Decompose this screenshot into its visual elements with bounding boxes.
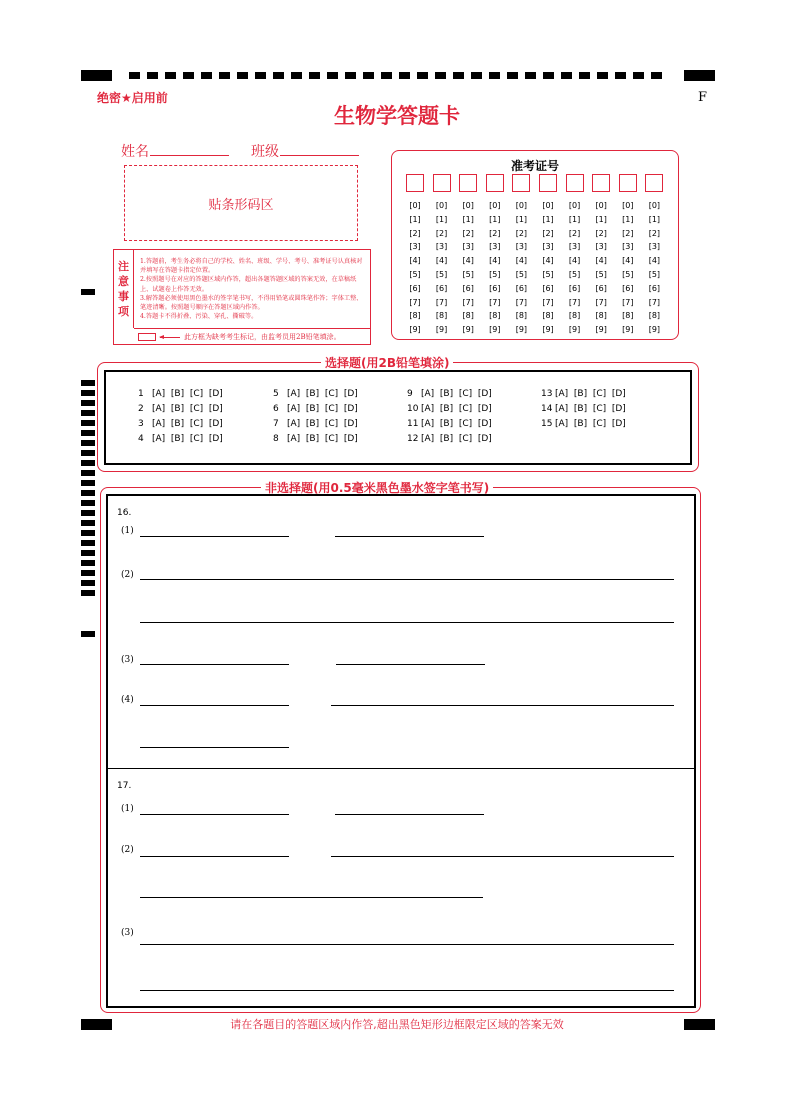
exam-digit-bubble[interactable]: [5] [622,269,634,279]
exam-digit-bubble[interactable]: [8] [622,311,634,321]
choice-options[interactable]: [A] [B] [C] [D] [421,389,492,399]
choice-question-number: 9 [407,389,413,399]
choice-section-title: 选择题(用2B铅笔填涂) [321,354,453,371]
exam-digit-bubble[interactable]: [1] [435,214,448,224]
exam-digit-bubble[interactable]: [3] [622,242,634,252]
exam-digit-bubble[interactable]: [2] [435,228,448,238]
q16-part-3-answer-line[interactable] [140,664,289,665]
q17-part-2-answer-line[interactable] [140,897,483,898]
choice-question [273,389,358,399]
timing-mark [489,72,500,79]
exam-digit-column [591,199,611,337]
timing-mark [81,570,95,576]
question-17-number: 17. [117,781,132,791]
exam-digit-bubble[interactable]: [1] [515,214,528,224]
exam-digit-bubble[interactable]: [5] [542,269,554,279]
exam-digit-bubble[interactable]: [4] [542,256,554,266]
exam-digit-bubble[interactable]: [6] [542,283,554,293]
q16-part-4-answer-line[interactable] [331,705,674,706]
exam-digit-box[interactable] [486,174,504,192]
exam-digit-bubble[interactable]: [7] [542,297,554,307]
exam-digit-column [644,199,664,337]
exam-digit-bubble[interactable]: [2] [462,228,474,238]
exam-digit-column [538,199,558,337]
class-field[interactable] [280,155,359,156]
exam-digit-box[interactable] [566,174,584,192]
choice-question-number: 6 [273,404,279,414]
exam-digit-box[interactable] [406,174,424,192]
timing-mark [363,72,374,79]
timing-mark [327,72,338,79]
timing-mark [81,550,95,556]
class-label: 班级 [251,144,279,160]
choice-options[interactable]: [A] [B] [C] [D] [287,389,358,399]
q17-part-3-answer-line[interactable] [140,944,674,945]
exam-digit-bubble[interactable]: [2] [568,228,581,238]
exam-digit-bubble[interactable]: [9] [542,325,554,335]
exam-digit-bubble[interactable]: [1] [489,214,501,224]
q16-part-1-label: (1) [121,526,134,536]
timing-mark [345,72,356,79]
notes-title [114,250,134,328]
exam-digit-bubble[interactable]: [4] [595,256,607,266]
exam-digit-bubble[interactable]: [0] [462,201,474,210]
timing-mark [633,72,644,79]
exam-digit-bubble[interactable]: [8] [489,311,501,321]
choice-options[interactable]: [A] [B] [C] [D] [287,434,358,444]
exam-digit-bubble[interactable]: [8] [435,311,448,321]
exam-digit-bubble[interactable]: [5] [435,269,448,279]
exam-digit-bubble[interactable]: [5] [409,269,421,279]
exam-digit-box[interactable] [619,174,637,192]
choice-question-number: 8 [273,434,279,444]
choice-question-number: 2 [138,404,144,414]
exam-digit-bubble[interactable]: [7] [515,297,528,307]
note-line: 2.按照题号在对应的答题区域内作答，超出各题答题区域的答案无效，在草稿纸上、试题卷上作答无效。 [140,276,357,293]
q16-part-2-label: (2) [121,570,134,580]
choice-options[interactable]: [A] [B] [C] [D] [152,404,223,414]
page-title: 生物学答题卡 [334,104,460,128]
exam-digit-bubble[interactable]: [0] [515,201,528,210]
choice-question [407,389,492,399]
question-divider [107,768,695,769]
choice-question-number: 1 [138,389,144,399]
q16-part-3-answer-line[interactable] [336,664,485,665]
exam-digit-bubble[interactable]: [0] [435,201,448,210]
choice-question-number: 4 [138,434,144,444]
timing-mark [255,72,266,79]
note-line: 4.答题卡不得折叠、污染、穿孔、撕破等。 [140,313,258,321]
exam-digit-box[interactable] [645,174,663,192]
timing-mark [81,450,95,456]
exam-digit-bubble[interactable]: [3] [489,242,501,252]
exam-digit-bubble[interactable]: [6] [462,283,474,293]
q17-part-1-answer-line[interactable] [140,814,289,815]
choice-question [138,404,223,414]
choice-question [541,389,626,399]
timing-mark [273,72,284,79]
q16-part-2-answer-line[interactable] [140,622,674,623]
timing-mark [81,470,95,476]
timing-mark [543,72,554,79]
side-mark-lower [81,631,95,637]
exam-digit-bubble[interactable]: [0] [542,201,554,210]
q16-part-4-answer-line[interactable] [140,747,289,748]
name-label: 姓名 [121,144,149,160]
exam-digit-bubble[interactable]: [7] [568,297,581,307]
exam-digit-bubble[interactable]: [9] [462,325,474,335]
choice-question [407,419,492,429]
exam-digit-bubble[interactable]: [4] [648,256,661,266]
exam-digit-box[interactable] [459,174,477,192]
barcode-zone [124,165,358,241]
timing-mark [81,520,95,526]
exam-digit-bubble[interactable]: [4] [568,256,581,266]
exam-digit-bubble[interactable]: [0] [568,201,581,210]
note-line: 3.解答题必须使用黑色墨水的签字笔书写，不得用铅笔或圆珠笔作答；字体工整、笔迹清晰。按照题号顺序在答题区域内作答。 [140,294,363,312]
exam-digit-bubble[interactable]: [7] [435,297,448,307]
exam-digit-bubble[interactable]: [9] [489,325,501,335]
exam-digit-bubble[interactable]: [2] [595,228,607,238]
choice-options[interactable]: [A] [B] [C] [D] [152,419,223,429]
timing-mark [237,72,248,79]
choice-question-number: 5 [273,389,279,399]
timing-mark [81,420,95,426]
exam-digit-bubble[interactable]: [8] [409,311,421,321]
exam-digit-bubble[interactable]: [8] [462,311,474,321]
exam-digit-bubble[interactable]: [7] [648,297,661,307]
exam-digit-bubble[interactable]: [3] [568,242,581,252]
exam-digit-bubble[interactable]: [8] [515,311,528,321]
choice-question [138,419,223,429]
exam-digit-bubble[interactable]: [5] [568,269,581,279]
timing-mark [81,510,95,516]
exam-digit-bubble[interactable]: [6] [648,283,661,293]
timing-mark [81,440,95,446]
exam-digit-bubble[interactable]: [0] [622,201,634,210]
exam-digit-column [485,199,505,337]
exam-digit-bubble[interactable]: [3] [648,242,661,252]
exam-digit-bubble[interactable]: [6] [622,283,634,293]
timing-mark [471,72,482,79]
exam-digit-bubble[interactable]: [2] [409,228,421,238]
choice-question-number: 12 [407,434,419,444]
timing-marks-left [81,380,95,596]
q16-part-4-answer-line[interactable] [140,705,289,706]
exam-digit-bubble[interactable]: [4] [462,256,474,266]
exam-digit-box[interactable] [539,174,557,192]
choice-options[interactable]: [A] [B] [C] [D] [152,389,223,399]
question-16-number: 16. [117,508,132,518]
timing-mark [219,72,230,79]
timing-mark [81,380,95,386]
exam-digit-bubble[interactable]: [9] [435,325,448,335]
timing-mark [147,72,158,79]
q16-part-3-label: (3) [121,655,134,665]
exam-digit-bubble[interactable]: [1] [462,214,474,224]
timing-mark [81,540,95,546]
exam-digit-bubble[interactable]: [8] [542,311,554,321]
exam-digit-bubble[interactable]: [1] [409,214,421,224]
choice-question [541,419,626,429]
exam-digit-bubble[interactable]: [4] [622,256,634,266]
choice-question [407,404,492,414]
exam-digit-bubble[interactable]: [9] [409,325,421,335]
timing-mark [81,500,95,506]
choice-question [273,419,358,429]
exam-digit-bubble[interactable]: [9] [515,325,528,335]
exam-digit-bubble[interactable]: [5] [648,269,661,279]
timing-mark [453,72,464,79]
choice-question-number: 3 [138,419,144,429]
exam-digit-bubble[interactable]: [0] [595,201,607,210]
timing-mark [81,480,95,486]
choice-options[interactable]: [A] [B] [C] [D] [421,419,492,429]
absent-note: 此方框为缺考考生标记，由监考员用2B铅笔填涂。 [184,333,341,341]
timing-mark [435,72,446,79]
exam-digit-column [511,199,531,337]
choice-options[interactable]: [A] [B] [C] [D] [555,389,626,399]
timing-mark [651,72,662,79]
q17-part-1-answer-line[interactable] [335,814,484,815]
exam-digit-bubble[interactable]: [3] [595,242,607,252]
arrow-left-icon [160,337,180,338]
exam-digit-bubble[interactable]: [5] [595,269,607,279]
timing-mark [381,72,392,79]
exam-digit-bubble[interactable]: [3] [542,242,554,252]
choice-question-number: 15 [541,419,553,429]
exam-digit-column [618,199,638,337]
non-choice-answer-box [106,494,696,1008]
timing-mark [417,72,428,79]
notes-title-char: 意 [118,275,129,288]
exam-digit-bubble[interactable]: [2] [515,228,528,238]
exam-digit-bubble[interactable]: [7] [462,297,474,307]
exam-digit-bubble[interactable]: [6] [489,283,501,293]
notes-title-char: 项 [118,305,129,318]
exam-digit-bubble[interactable]: [4] [409,256,421,266]
timing-mark [507,72,518,79]
exam-digit-bubble[interactable]: [7] [409,297,421,307]
name-field[interactable] [150,155,229,156]
choice-question-number: 11 [407,419,419,429]
q16-part-2-answer-line[interactable] [140,579,674,580]
exam-digit-bubble[interactable]: [8] [595,311,607,321]
choice-question-number: 7 [273,419,279,429]
exam-digit-bubble[interactable]: [0] [648,201,661,210]
timing-mark [201,72,212,79]
timing-mark [81,410,95,416]
q17-part-2-answer-line[interactable] [140,856,289,857]
timing-mark [81,460,95,466]
choice-options[interactable]: [A] [B] [C] [D] [287,404,358,414]
timing-mark [309,72,320,79]
exam-digit-bubble[interactable]: [6] [435,283,448,293]
exam-digit-bubble[interactable]: [2] [648,228,661,238]
notes-text [140,257,368,321]
timing-mark [561,72,572,79]
version-label: F [698,90,708,105]
choice-question-number: 10 [407,404,419,414]
notes-title-char: 事 [118,290,129,303]
exam-digit-bubble[interactable]: [3] [515,242,528,252]
timing-mark [81,590,95,596]
timing-mark [183,72,194,79]
exam-digit-bubble[interactable]: [2] [489,228,501,238]
exam-digit-bubble[interactable]: [6] [409,283,421,293]
choice-question-number: 14 [541,404,553,414]
timing-mark [129,72,140,79]
timing-mark [597,72,608,79]
exam-digit-bubble[interactable]: [1] [595,214,607,224]
corner-mark-top-left [81,70,112,81]
timing-mark [81,400,95,406]
exam-number-title: 准考证号 [510,159,559,173]
note-line: 1.答题前，考生务必将自己的学校、姓名、班级、学号、考号、准考证号认真核对并填写在答题卡指定位置。 [140,258,363,275]
non-choice-section-title: 非选择题(用0.5毫米黑色墨水签字笔书写) [261,479,493,496]
divider [134,328,370,329]
exam-digit-bubble[interactable]: [8] [568,311,581,321]
exam-digit-bubble[interactable]: [9] [622,325,634,335]
exam-digit-bubble[interactable]: [5] [462,269,474,279]
timing-mark [81,560,95,566]
exam-digit-bubble[interactable]: [2] [542,228,554,238]
choice-options[interactable]: [A] [B] [C] [D] [421,404,492,414]
exam-digit-box[interactable] [433,174,451,192]
q16-part-1-answer-line[interactable] [140,536,289,537]
exam-digit-bubble[interactable]: [3] [409,242,421,252]
choice-options[interactable]: [A] [B] [C] [D] [421,434,492,444]
timing-mark [525,72,536,79]
exam-digit-bubble[interactable]: [7] [622,297,634,307]
footer-note: 请在各题目的答题区域内作答,超出黑色矩形边框限定区域的答案无效 [230,1018,564,1031]
timing-mark [81,530,95,536]
exam-digit-bubble[interactable]: [6] [568,283,581,293]
q17-part-2-label: (2) [121,845,134,855]
choice-answer-box [104,370,692,465]
choice-options[interactable]: [A] [B] [C] [D] [555,419,626,429]
timing-mark [579,72,590,79]
choice-question [138,389,223,399]
exam-digit-bubble[interactable]: [1] [542,214,554,224]
q17-part-3-label: (3) [121,928,134,938]
exam-digit-bubble[interactable]: [6] [515,283,528,293]
exam-digit-box[interactable] [512,174,530,192]
exam-digit-bubble[interactable]: [7] [489,297,501,307]
q16-part-4-label: (4) [121,695,134,705]
exam-digit-bubble[interactable]: [4] [489,256,501,266]
exam-digit-bubble[interactable]: [1] [568,214,581,224]
timing-mark [399,72,410,79]
exam-digit-bubble[interactable]: [1] [648,214,661,224]
exam-digit-box[interactable] [592,174,610,192]
timing-mark [291,72,302,79]
exam-digit-bubble[interactable]: [1] [622,214,634,224]
exam-digit-bubble[interactable]: [7] [595,297,607,307]
q16-part-1-answer-line[interactable] [335,536,484,537]
exam-digit-bubble[interactable]: [9] [595,325,607,335]
exam-digit-bubble[interactable]: [4] [515,256,528,266]
timing-marks-top [129,72,674,79]
exam-digit-bubble[interactable]: [8] [648,311,661,321]
exam-digit-bubble[interactable]: [0] [489,201,501,210]
choice-question [138,434,223,444]
timing-mark [81,390,95,396]
barcode-zone-label: 贴条形码区 [208,197,274,213]
side-mark-upper [81,289,95,295]
q17-part-1-label: (1) [121,804,134,814]
timing-mark [81,430,95,436]
exam-digit-bubble[interactable]: [5] [515,269,528,279]
choice-question [541,404,626,414]
notes-title-char: 注 [118,260,129,273]
timing-mark [81,490,95,496]
exam-digit-bubble[interactable]: [3] [435,242,448,252]
choice-options[interactable]: [A] [B] [C] [D] [287,419,358,429]
q17-part-2-answer-line[interactable] [331,856,674,857]
exam-digit-column [432,199,452,337]
timing-mark [165,72,176,79]
exam-digit-bubble[interactable]: [9] [568,325,581,335]
choice-question [407,434,492,444]
exam-digit-column [458,199,478,337]
absent-checkbox[interactable] [138,333,156,341]
choice-question-number: 13 [541,389,553,399]
choice-question [273,404,358,414]
exam-digit-bubble[interactable]: [2] [622,228,634,238]
confidential-label: 绝密★启用前 [97,91,168,105]
exam-digit-bubble[interactable]: [0] [409,201,421,210]
exam-digit-bubble[interactable]: [4] [435,256,448,266]
corner-mark-top-right [684,70,715,81]
exam-digit-bubble[interactable]: [9] [648,325,661,335]
exam-digit-column [405,199,425,337]
choice-question [273,434,358,444]
timing-mark [81,580,95,586]
exam-digit-bubble[interactable]: [6] [595,283,607,293]
choice-options[interactable]: [A] [B] [C] [D] [555,404,626,414]
choice-options[interactable]: [A] [B] [C] [D] [152,434,223,444]
timing-mark [615,72,626,79]
exam-digit-bubble[interactable]: [5] [489,269,501,279]
exam-digit-column [565,199,585,337]
exam-digit-bubble[interactable]: [3] [462,242,474,252]
q17-part-3-answer-line[interactable] [140,990,674,991]
